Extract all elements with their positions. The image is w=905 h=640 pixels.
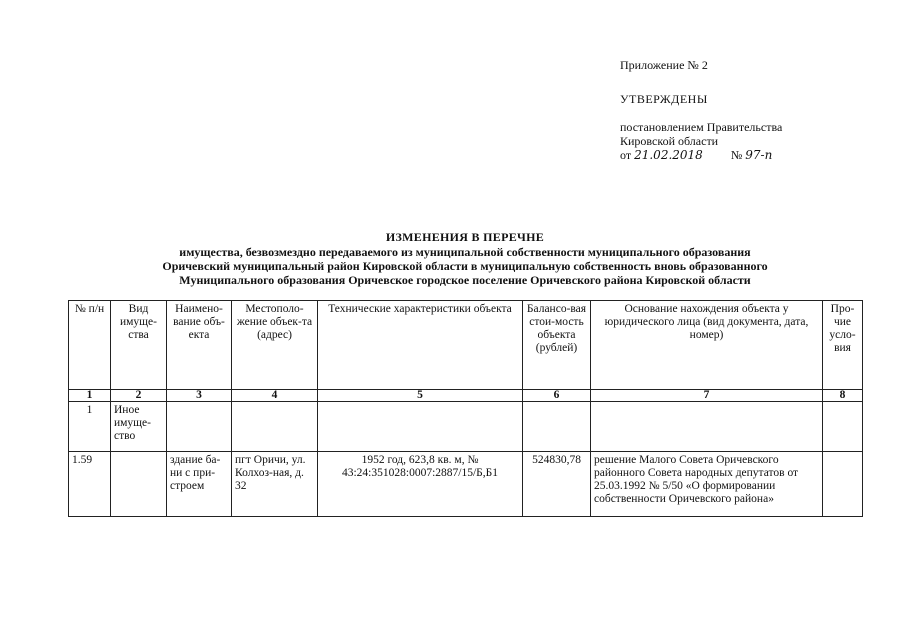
approval-block [620, 58, 880, 162]
header-cell: Вид имуще-ства [111, 301, 167, 390]
table-cell: пгт Оричи, ул. Колхоз-ная, д. 32 [232, 452, 318, 517]
table-cell [523, 402, 591, 452]
table-cell: здание ба-ни с при-строем [167, 452, 232, 517]
table-cell [111, 452, 167, 517]
property-table [68, 300, 863, 517]
table-cell [167, 402, 232, 452]
handwritten-date: 21.02.2018 [634, 148, 703, 162]
header-cell: Технические характеристики объекта [318, 301, 523, 390]
table-cell: решение Малого Совета Оричевского районного Совета народных депутатов от 25.03.1992 № 5/50 «О формировании собственности Оричевского района» [591, 452, 823, 517]
header-cell: Наимено-вание объ-екта [167, 301, 232, 390]
table-row [69, 452, 863, 517]
approved-label: УТВЕРЖДЕНЫ [620, 92, 708, 106]
heading-line-1: имущества, безвозмездно передаваемого из муниципальной собственности муниципального образования [179, 245, 751, 259]
table-cell [232, 402, 318, 452]
column-number: 7 [591, 390, 823, 402]
header-cell: Балансо-вая стои-мость объекта (рублей) [523, 301, 591, 390]
table-header-row [69, 301, 863, 390]
table-cell: 1952 год, 623,8 кв. м, № 43:24:351028:0007:2887/15/Б,Б1 [318, 452, 523, 517]
header-cell: Местополо-жение объек-та (адрес) [232, 301, 318, 390]
heading-line-3: Муниципального образования Оричевское городское поселение Оричевского района Кировской области [179, 273, 751, 287]
document-heading [120, 230, 810, 287]
column-number: 8 [823, 390, 863, 402]
table-cell: 524830,78 [523, 452, 591, 517]
column-number: 1 [69, 390, 111, 402]
category-row [69, 402, 863, 452]
document-title: ИЗМЕНЕНИЯ В ПЕРЕЧНЕ [385, 230, 545, 244]
number-prefix: № [730, 148, 743, 162]
table-cell: Иное имуще-ство [111, 402, 167, 452]
resolution-line-1: постановлением Правительства [620, 120, 783, 134]
table-cell [823, 452, 863, 517]
column-number: 3 [167, 390, 232, 402]
header-cell: № п/н [69, 301, 111, 390]
table-cell [591, 402, 823, 452]
table-cell [823, 402, 863, 452]
column-number: 2 [111, 390, 167, 402]
table-cell: 1 [69, 402, 111, 452]
column-number: 6 [523, 390, 591, 402]
header-cell: Про-чие усло-вия [823, 301, 863, 390]
handwritten-number: 97-п [745, 148, 773, 162]
table-cell [318, 402, 523, 452]
from-prefix: от [620, 148, 632, 162]
column-number: 5 [318, 390, 523, 402]
column-number: 4 [232, 390, 318, 402]
column-number-row [69, 390, 863, 402]
heading-line-2: Оричевский муниципальный район Кировской области в муниципальную собственность вновь образованного [162, 259, 768, 273]
header-cell: Основание нахождения объекта у юридического лица (вид документа, дата, номер) [591, 301, 823, 390]
resolution-date-line [620, 148, 880, 162]
appendix-label: Приложение № 2 [620, 58, 708, 72]
resolution-line-2: Кировской области [620, 134, 719, 148]
table-cell: 1.59 [69, 452, 111, 517]
